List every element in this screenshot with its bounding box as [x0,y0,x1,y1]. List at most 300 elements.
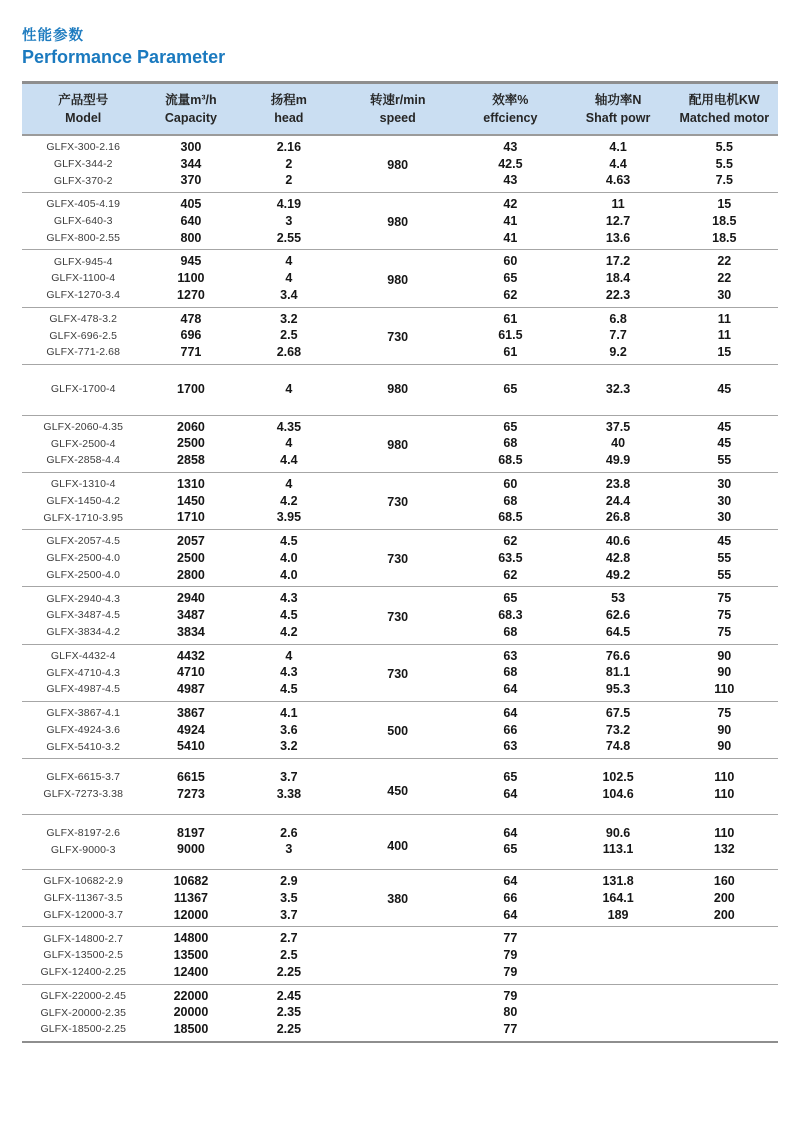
cell-efficiency: 79 [503,988,518,1003]
cell-efficiency: 42.5 [498,156,523,171]
cell-capacity: 12000 [173,907,209,922]
model-group [22,472,778,529]
model-group [22,870,778,927]
column-header-zh: 流量m³/h [165,93,217,108]
column-header-en: Capacity [164,110,218,125]
column-header-zh: 产品型号 [58,93,109,108]
cell-head: 2.25 [276,964,302,979]
cell-capacity: 20000 [173,1005,209,1020]
cell-model: GLFX-2500-4 [50,437,116,450]
cell-capacity: 6615 [177,770,205,785]
cell-efficiency: 60 [503,476,518,491]
cell-efficiency: 64 [503,682,518,697]
cell-capacity: 640 [180,213,202,228]
cell-shaft-power: 76.6 [605,648,631,663]
performance-parameter-table [22,81,778,1042]
table-row [22,701,778,721]
cell-head: 3.2 [280,739,298,754]
column-header-zh: 转速r/min [369,93,426,108]
cell-model: GLFX-1310-4 [50,478,116,490]
table-row [22,927,778,947]
cell-speed: 980 [387,158,409,173]
cell-model: GLFX-1450-4.2 [46,494,121,507]
cell-model: GLFX-2940-4.3 [46,592,121,605]
cell-capacity: 11367 [173,890,208,905]
cell-shaft-power: 49.9 [605,453,631,468]
cell-speed: 980 [387,215,409,230]
cell-shaft-power: 104.6 [602,786,634,801]
cell-speed: 450 [387,783,409,798]
cell-efficiency: 80 [503,1005,518,1020]
cell-capacity: 4987 [177,682,205,697]
cell-model: GLFX-2858-4.4 [46,454,121,467]
cell-model: GLFX-405-4.19 [46,198,121,211]
model-group [22,927,778,984]
cell-capacity: 945 [180,254,202,269]
cell-shaft-power [566,964,671,984]
cell-matched-motor [671,964,778,984]
cell-shaft-power: 7.7 [609,328,627,343]
cell-speed: 980 [387,272,409,287]
column-header-en: Shaft powr [585,110,651,125]
cell-capacity: 1700 [177,381,205,396]
cell-capacity: 4924 [177,722,205,737]
cell-efficiency: 65 [503,271,518,286]
cell-head: 2.16 [276,139,302,154]
cell-capacity: 12400 [173,964,209,979]
cell-capacity: 1310 [177,476,205,491]
cell-head: 2.7 [280,931,298,946]
cell-head: 2 [285,156,293,171]
cell-model: GLFX-370-2 [53,174,113,187]
cell-capacity: 405 [180,197,202,212]
cell-capacity: 4432 [177,648,205,663]
cell-matched-motor: 110 [714,682,735,697]
cell-capacity: 14800 [173,931,209,946]
cell-shaft-power: 6.8 [609,311,627,326]
cell-efficiency: 62 [503,287,518,302]
cell-efficiency: 64 [503,786,518,801]
cell-head: 2.5 [280,948,298,963]
cell-efficiency: 62 [503,567,518,582]
model-group [22,415,778,472]
cell-efficiency: 66 [503,722,518,737]
cell-matched-motor: 90 [717,648,732,663]
cell-efficiency: 64 [503,907,518,922]
cell-head: 4.5 [280,608,298,623]
cell-matched-motor: 15 [717,197,732,212]
cell-matched-motor: 75 [717,624,732,639]
cell-capacity: 5410 [177,739,205,754]
cell-head: 3.7 [280,770,298,785]
cell-capacity: 1710 [177,510,205,525]
column-header-en: Matched motor [679,110,770,125]
column-header-en: head [274,110,304,125]
cell-model: GLFX-800-2.55 [46,231,121,244]
cell-efficiency: 65 [503,381,518,396]
cell-matched-motor: 30 [717,476,732,491]
table-row [22,307,778,327]
cell-shaft-power: 67.5 [605,705,631,720]
cell-model: GLFX-12400-2.25 [40,966,127,978]
cell-model: GLFX-11367-3.5 [43,892,123,904]
cell-capacity: 3834 [177,624,205,639]
cell-efficiency: 43 [503,139,518,154]
cell-shaft-power [566,947,671,964]
cell-shaft-power: 113.1 [602,842,634,857]
cell-capacity: 344 [180,156,202,171]
cell-matched-motor: 11 [717,328,731,343]
cell-shaft-power: 22.3 [605,287,631,302]
cell-shaft-power: 32.3 [605,381,631,396]
cell-head: 4.3 [280,591,298,606]
cell-capacity: 2060 [177,419,205,434]
cell-matched-motor: 45 [717,534,732,549]
cell-matched-motor: 55 [717,550,732,565]
cell-speed [340,984,455,1042]
cell-efficiency: 68 [503,436,518,451]
cell-head: 2.35 [276,1005,302,1020]
cell-model: GLFX-344-2 [53,157,113,170]
cell-shaft-power: 23.8 [605,476,631,491]
model-group [22,307,778,364]
cell-capacity: 3487 [177,608,205,623]
cell-capacity: 2500 [177,550,205,565]
table-row [22,364,778,415]
cell-efficiency: 68.5 [498,453,523,468]
cell-matched-motor: 5.5 [715,156,733,171]
cell-shaft-power: 11 [611,197,625,212]
cell-capacity: 18500 [173,1022,209,1037]
cell-shaft-power: 12.7 [605,213,631,228]
cell-shaft-power: 42.8 [605,550,631,565]
cell-efficiency: 68.3 [498,608,523,623]
cell-matched-motor: 90 [717,739,732,754]
cell-shaft-power: 24.4 [605,493,631,508]
cell-model: GLFX-945-4 [53,255,113,268]
cell-matched-motor: 160 [713,874,735,889]
cell-head: 4 [285,648,293,663]
cell-shaft-power: 37.5 [605,419,631,434]
cell-matched-motor: 90 [717,665,732,680]
cell-model: GLFX-4924-3.6 [46,723,121,736]
cell-head: 4 [285,271,293,286]
cell-shaft-power: 49.2 [605,567,631,582]
cell-speed: 980 [387,437,409,452]
cell-capacity: 1100 [177,271,205,286]
cell-shaft-power [566,927,671,947]
cell-model: GLFX-1710-3.95 [43,511,124,524]
table-row [22,587,778,607]
model-group [22,587,778,644]
cell-matched-motor: 110 [714,770,735,785]
cell-shaft-power: 4.1 [609,139,627,154]
cell-matched-motor: 18.5 [712,230,737,245]
cell-capacity: 2057 [177,534,205,549]
cell-shaft-power: 9.2 [609,345,627,360]
cell-efficiency: 65 [503,591,518,606]
cell-capacity: 771 [180,345,202,360]
table-row [22,814,778,841]
cell-capacity: 8197 [177,825,205,840]
cell-capacity: 2800 [177,567,205,582]
cell-efficiency: 65 [503,419,518,434]
cell-shaft-power: 18.4 [605,271,631,286]
cell-shaft-power: 40 [611,436,626,451]
cell-model: GLFX-10682-2.9 [43,875,124,888]
cell-model: GLFX-2500-4.0 [46,552,121,564]
cell-model: GLFX-13500-2.5 [43,949,124,962]
cell-matched-motor: 132 [713,842,735,857]
model-group [22,135,778,193]
cell-head: 2 [285,173,293,188]
cell-efficiency: 61 [503,311,518,326]
model-group [22,193,778,250]
cell-head: 4.2 [280,493,298,508]
cell-model: GLFX-22000-2.45 [40,989,127,1002]
cell-efficiency: 77 [503,1022,518,1037]
column-header-zh: 扬程m [270,93,307,108]
cell-speed: 730 [387,609,409,624]
column-header-zh: 效率% [492,93,529,108]
cell-shaft-power: 90.6 [605,825,631,840]
cell-capacity: 9000 [177,842,205,857]
table-row [22,193,778,213]
cell-model: GLFX-9000-3 [50,843,116,856]
cell-head: 3.6 [280,722,298,737]
model-group [22,644,778,701]
cell-model: GLFX-3487-4.5 [46,609,121,622]
cell-model: GLFX-478-3.2 [49,312,118,325]
cell-matched-motor [671,1004,778,1021]
cell-speed: 380 [387,892,409,907]
cell-speed: 500 [387,724,409,739]
cell-model: GLFX-18500-2.25 [40,1023,127,1036]
cell-speed: 400 [387,839,409,854]
cell-speed: 730 [387,666,409,681]
cell-head: 2.68 [276,345,302,360]
cell-efficiency: 68.5 [498,510,523,525]
cell-capacity: 2940 [177,591,205,606]
table-row [22,472,778,492]
cell-head: 3 [285,213,293,228]
table-row [22,644,778,664]
cell-head: 4.5 [280,534,298,549]
cell-shaft-power: 4.4 [609,156,627,171]
cell-head: 2.6 [280,825,298,840]
cell-capacity: 22000 [173,988,209,1003]
cell-shaft-power: 62.6 [605,608,631,623]
cell-shaft-power: 81.1 [605,665,631,680]
cell-head: 4.3 [280,665,298,680]
cell-head: 4.35 [276,419,302,434]
cell-model: GLFX-696-2.5 [49,329,118,342]
cell-capacity: 2500 [177,436,205,451]
cell-head: 2.5 [280,328,298,343]
cell-shaft-power: 13.6 [605,230,631,245]
cell-model: GLFX-6615-3.7 [46,771,121,784]
cell-efficiency: 63.5 [498,550,523,565]
cell-efficiency: 63 [503,648,518,663]
cell-matched-motor: 18.5 [712,213,737,228]
cell-matched-motor: 15 [717,345,732,360]
cell-shaft-power: 102.5 [602,770,634,785]
table-row [22,135,778,156]
cell-shaft-power: 53 [611,591,626,606]
column-header-matched-motor [671,83,778,135]
table-row [22,759,778,786]
cell-head: 3.5 [280,890,298,905]
cell-matched-motor: 30 [717,510,732,525]
cell-model: GLFX-1100-4 [51,272,116,285]
model-group [22,984,778,1042]
cell-efficiency: 41 [503,213,518,228]
column-header-effciency [455,83,565,135]
cell-matched-motor: 22 [717,271,732,286]
cell-head: 3.4 [280,287,298,302]
cell-head: 4.0 [280,550,298,565]
column-header-zh: 配用电机KW [688,93,760,108]
cell-shaft-power: 26.8 [605,510,631,525]
cell-efficiency: 63 [503,739,518,754]
column-header-zh: 轴功率N [594,93,642,108]
cell-efficiency: 65 [503,842,518,857]
cell-matched-motor [671,1021,778,1042]
cell-head: 2.45 [276,988,302,1003]
cell-shaft-power: 4.63 [605,173,631,188]
cell-head: 3.95 [276,510,302,525]
cell-head: 4.1 [280,705,298,720]
cell-head: 2.25 [276,1022,302,1037]
cell-efficiency: 68 [503,624,518,639]
cell-capacity: 696 [180,328,202,343]
cell-efficiency: 64 [503,705,518,720]
cell-head: 4 [285,254,293,269]
cell-model: GLFX-640-3 [53,215,113,227]
cell-model: GLFX-20000-2.35 [40,1006,127,1019]
page-title-zh: 性能参数 [22,28,84,44]
cell-efficiency: 64 [503,825,518,840]
cell-model: GLFX-1270-3.4 [46,289,121,301]
cell-capacity: 4710 [177,665,205,680]
cell-efficiency: 65 [503,770,518,785]
cell-matched-motor: 30 [717,287,732,302]
cell-model: GLFX-3867-4.1 [46,707,121,719]
table-header [22,83,778,135]
cell-shaft-power: 17.2 [605,254,631,269]
column-header-model [22,83,144,135]
column-header-shaft-powr [566,83,671,135]
cell-capacity: 3867 [177,705,205,720]
column-header-capacity [144,83,237,135]
model-group [22,250,778,307]
cell-matched-motor: 45 [717,436,732,451]
cell-matched-motor: 7.5 [715,173,733,188]
cell-efficiency: 79 [503,964,518,979]
cell-capacity: 13500 [173,948,209,963]
cell-efficiency: 66 [503,890,518,905]
model-group [22,701,778,758]
cell-efficiency: 43 [503,173,518,188]
cell-matched-motor [671,984,778,1004]
table-row [22,984,778,1004]
cell-speed: 980 [387,381,409,396]
page-title-en: Performance Parameter [22,46,226,67]
cell-model: GLFX-2060-4.35 [43,420,124,433]
cell-efficiency: 42 [503,197,518,212]
cell-matched-motor: 11 [717,311,731,326]
cell-head: 3.7 [280,907,298,922]
cell-efficiency: 77 [503,931,518,946]
cell-matched-motor: 110 [714,825,735,840]
cell-matched-motor: 75 [717,705,732,720]
column-header-en: Model [65,110,102,125]
cell-head: 3.2 [280,311,298,326]
cell-capacity: 10682 [173,874,209,889]
cell-matched-motor: 5.5 [715,139,733,154]
cell-matched-motor [671,927,778,947]
cell-capacity: 7273 [177,786,205,801]
cell-model: GLFX-2057-4.5 [46,535,121,548]
cell-head: 2.55 [276,230,302,245]
cell-shaft-power: 64.5 [605,624,631,639]
cell-efficiency: 61 [503,345,518,360]
table-row [22,530,778,550]
cell-efficiency: 68 [503,665,518,680]
cell-capacity: 1450 [177,493,205,508]
cell-efficiency: 79 [503,948,518,963]
cell-speed: 730 [387,495,409,510]
cell-model: GLFX-4432-4 [50,649,116,662]
cell-head: 4.19 [276,197,302,212]
cell-efficiency: 62 [503,534,518,549]
cell-efficiency: 61.5 [498,328,523,343]
cell-matched-motor: 75 [717,608,732,623]
cell-model: GLFX-1700-4 [50,383,116,395]
cell-matched-motor: 55 [717,453,732,468]
cell-model: GLFX-14800-2.7 [43,932,124,945]
column-header-en: effciency [483,110,538,125]
cell-head: 2.9 [280,874,298,889]
cell-model: GLFX-300-2.16 [46,141,121,153]
cell-head: 4.2 [280,624,298,639]
cell-shaft-power: 73.2 [605,722,631,737]
cell-model: GLFX-4987-4.5 [46,683,121,696]
column-header-en: speed [379,110,416,125]
cell-shaft-power: 40.6 [605,534,631,549]
cell-capacity: 370 [180,173,202,188]
cell-capacity: 2858 [177,453,205,468]
cell-head: 3 [285,842,293,857]
cell-efficiency: 60 [503,254,518,269]
cell-model: GLFX-3834-4.2 [46,626,121,638]
cell-shaft-power: 164.1 [602,890,634,905]
cell-matched-motor: 30 [717,493,732,508]
cell-capacity: 478 [180,311,202,326]
cell-head: 4.4 [280,453,298,468]
cell-shaft-power [566,984,671,1004]
cell-matched-motor: 45 [717,419,732,434]
cell-model: GLFX-8197-2.6 [46,826,121,839]
column-header-speed [340,83,455,135]
cell-matched-motor: 90 [717,722,732,737]
cell-model: GLFX-12000-3.7 [43,908,124,921]
cell-matched-motor [671,947,778,964]
cell-model: GLFX-4710-4.3 [46,666,121,679]
cell-capacity: 300 [180,139,202,154]
cell-matched-motor: 75 [717,591,732,606]
model-group [22,759,778,815]
